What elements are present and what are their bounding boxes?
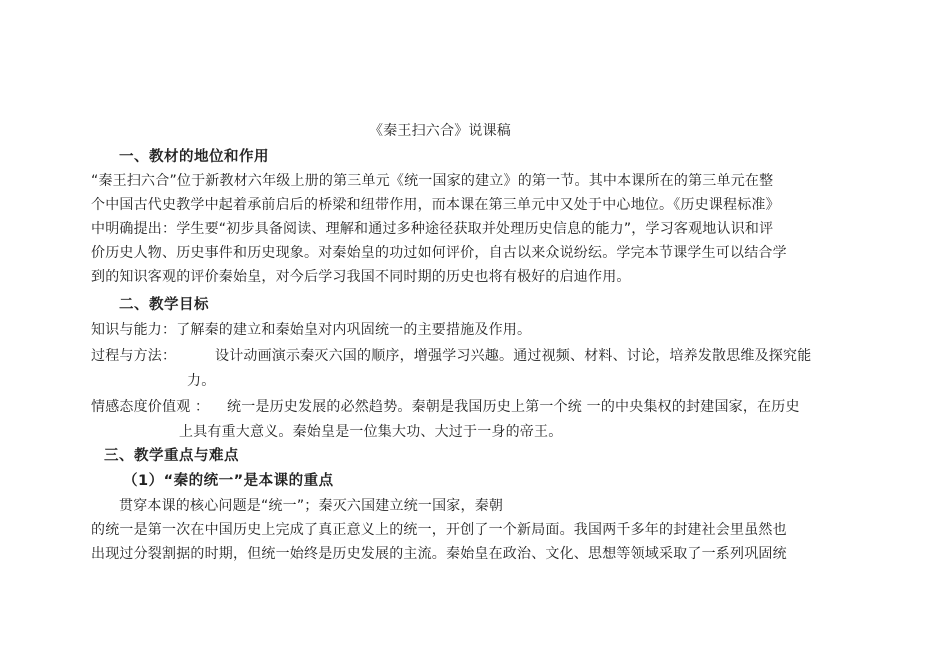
paragraph-line: 个中国古代史教学中起着承前启后的桥梁和纽带作用，而本课在第三单元中又处于中心地位。《历史课程标准》 (91, 197, 780, 213)
paragraph-line: 出现过分裂割据的时期，但统一始终是历史发展的主流。秦始皇在政治、文化、思想等领域采取了一系列巩固统 (91, 546, 787, 562)
paragraph-line: 到的知识客观的评价秦始皇，对今后学习我国不同时期的历史也将有极好的启迪作用。 (91, 269, 631, 285)
paragraph-line: “秦王扫六合”位于新教材六年级上册的第三单元《统一国家的建立》的第一节。其中本课所在的第三单元在整 (91, 173, 774, 189)
paragraph-line: 贯穿本课的核心问题是“统一”；秦灭六国建立统一国家，秦朝 (119, 498, 504, 514)
paragraph-line: 的统一是第一次在中国历史上完成了真正意义上的统一，开创了一个新局面。我国两千多年的封建社会里虽然也 (91, 522, 787, 538)
section-heading-textbook-role: 一、教材的地位和作用 (119, 149, 269, 165)
goal-process-label: 过程与方法： (91, 348, 177, 364)
goal-emotion-text: 统一是历史发展的必然趋势。秦朝是我国历史上第一个统 一的中央集权的封建国家，在历史 (227, 399, 800, 415)
subheading-key-point-1: （1）“秦的统一”是本课的重点 (123, 473, 334, 489)
goal-emotion-continuation: 上具有重大意义。秦始皇是一位集大功、大过于一身的帝王。 (179, 424, 563, 440)
goal-knowledge-line: 知识与能力：了解秦的建立和秦始皇对内巩固统一的主要措施及作用。 (91, 322, 532, 338)
goal-emotion-label: 情感态度价值观 ： (91, 399, 210, 415)
section-heading-key-points: 三、教学重点与难点 (104, 448, 239, 464)
goal-process-text: 设计动画演示秦灭六国的顺序，增强学习兴趣。通过视频、材料、讨论，培养发散思维及探究能 (215, 348, 812, 364)
section-heading-teaching-goals: 二、教学目标 (119, 297, 209, 313)
paragraph-line: 价历史人物、历史事件和历史现象。对秦始皇的功过如何评价，自古以来众说纷纭。学完本节课学生可以结合学 (91, 245, 787, 261)
paragraph-line: 中明确提出：学生要“初步具备阅读、理解和通过多种途径获取并处理历史信息的能力”，学习客观地认识和评 (91, 221, 774, 237)
document-title: 《秦王扫六合》说课稿 (369, 123, 511, 139)
goal-process-continuation: 力。 (187, 373, 216, 389)
